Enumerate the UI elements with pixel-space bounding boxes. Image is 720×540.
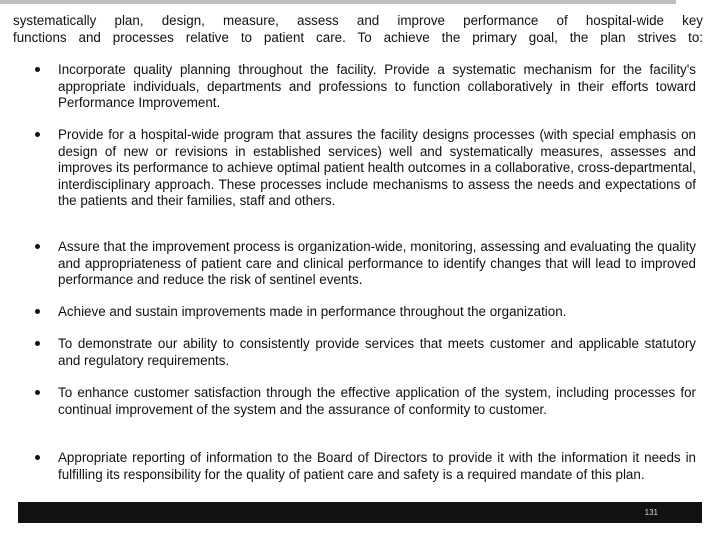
- bullet-text: To enhance customer satisfaction through the effective application of the system, including processes for continual improvement of the system and the assurance of conformity to customer.: [58, 385, 696, 417]
- intro-line: functions and processes relative to patient care. To achieve the primary goal, the plan strives to:: [13, 29, 703, 45]
- footer-bar: [18, 502, 702, 523]
- bullet-icon: [35, 132, 40, 137]
- bullet-text: Appropriate reporting of information to the Board of Directors to provide it with the information it needs in fulfilling its responsibility for the quality of patient care and safety is a required mandate of this plan.: [58, 450, 696, 482]
- bullet-icon: [35, 341, 40, 346]
- intro-paragraph: [13, 13, 703, 46]
- top-divider: [0, 0, 676, 4]
- bullet-icon: [35, 244, 40, 249]
- bullet-icon: [35, 67, 40, 72]
- bullet-icon: [35, 390, 40, 395]
- bullet-text: Achieve and sustain improvements made in performance throughout the organization.: [58, 304, 567, 319]
- bullet-text: Incorporate quality planning throughout the facility. Provide a systematic mechanism for the facility's appropriate individuals, departments and professions to function collaboratively in their efforts toward Performance Improvement.: [58, 62, 696, 110]
- intro-line: systematically plan, design, measure, assess and improve performance of hospital-wide key: [13, 13, 703, 28]
- bullet-text: To demonstrate our ability to consistently provide services that meets customer and applicable statutory and regulatory requirements.: [58, 336, 696, 368]
- bullet-text: Provide for a hospital-wide program that assures the facility designs processes (with special emphasis on design of new or revisions in established services) well and systematically measures, assesses and improves its performance to achieve optimal patient health outcomes in a collaborative, cross-departmental, interdisciplinary approach. These processes include mechanisms to assess the needs and expectations of the patients and their families, staff and others.: [58, 127, 696, 208]
- bullet-icon: [35, 309, 40, 314]
- bullet-icon: [35, 455, 40, 460]
- page-number: 131: [644, 508, 658, 517]
- bullet-text: Assure that the improvement process is organization-wide, monitoring, assessing and evaluating the quality and appropriateness of patient care and clinical performance to identify changes that will lead to improved performance and reduce the risk of sentinel events.: [58, 239, 696, 287]
